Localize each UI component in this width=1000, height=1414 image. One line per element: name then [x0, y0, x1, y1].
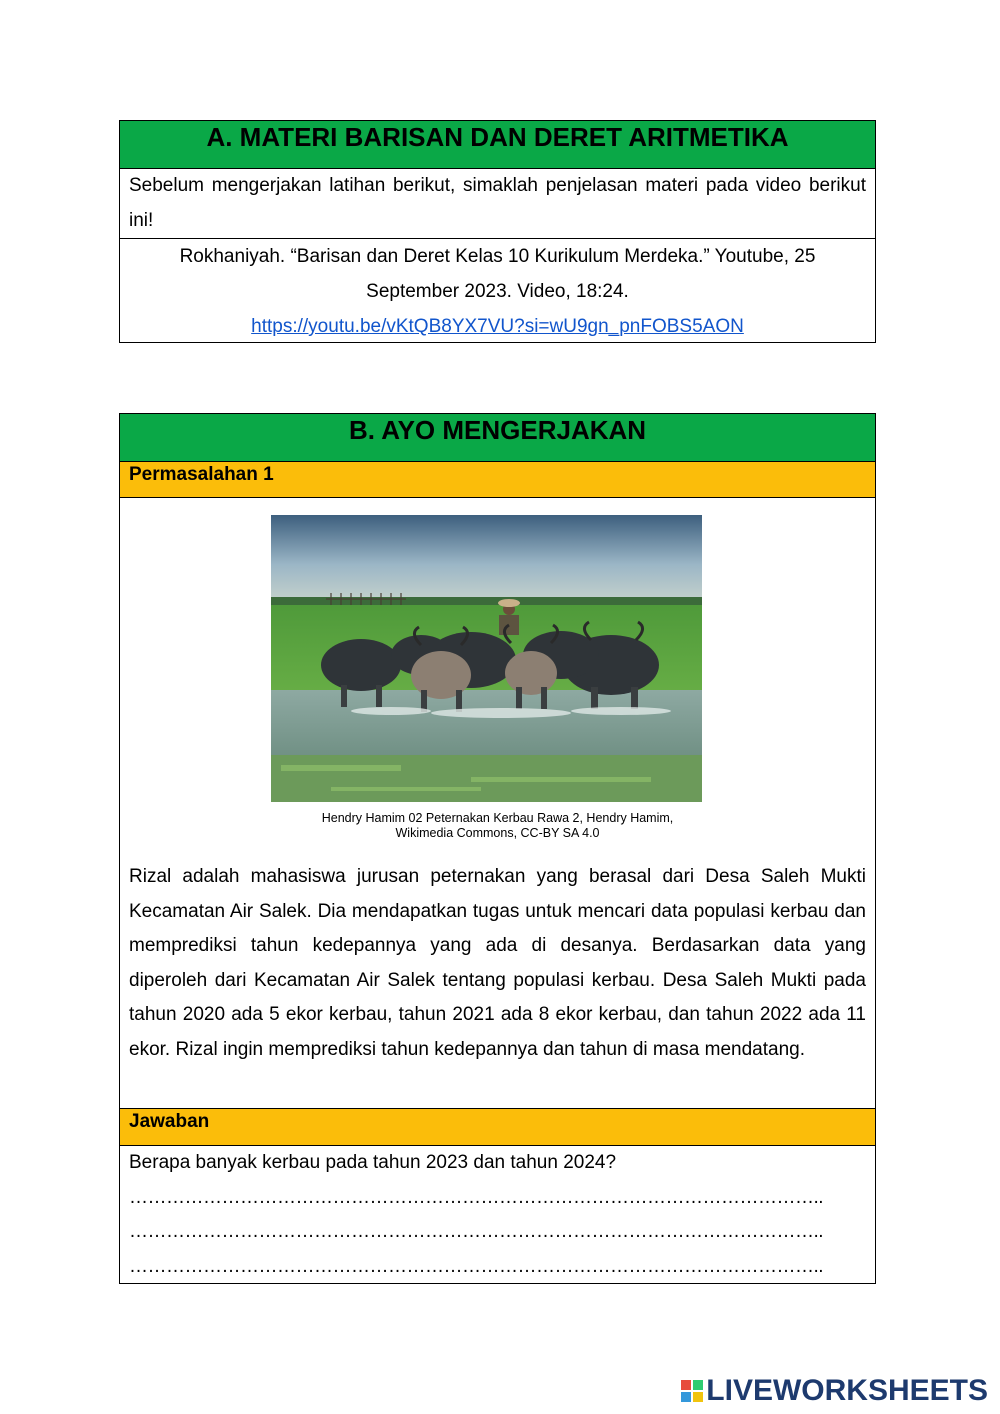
caption-line-2: Wikimedia Commons, CC-BY SA 4.0 — [395, 826, 600, 840]
logo-text: LIVEWORKSHEETS — [706, 1374, 988, 1407]
image-caption — [120, 811, 875, 841]
video-link[interactable]: https://youtu.be/vKtQB8YX7VU?si=wU9gn_pnFOBS5AON — [251, 316, 744, 337]
logo-blocks-icon — [681, 1380, 703, 1402]
reference-line-2: September 2023. Video, 18:24. — [366, 281, 629, 302]
section-a-table — [119, 120, 876, 343]
answer-line-3[interactable]: ………………………………………………………………………………………………….. — [129, 1255, 824, 1277]
section-a-reference — [120, 239, 875, 344]
section-b-table — [119, 413, 876, 1284]
question-text: Berapa banyak kerbau pada tahun 2023 dan tahun 2024? — [129, 1152, 617, 1173]
problem-label: Permasalahan 1 — [120, 462, 875, 497]
buffalo-photo — [271, 515, 702, 802]
liveworksheets-logo — [681, 1374, 988, 1408]
section-b-title: B. AYO MENGERJAKAN — [120, 414, 875, 461]
reference-line-1: Rokhaniyah. “Barisan dan Deret Kelas 10 Kurikulum Merdeka.” Youtube, 25 — [179, 246, 816, 267]
section-a-title: A. MATERI BARISAN DAN DERET ARITMETIKA — [120, 121, 875, 168]
caption-line-1: Hendry Hamim 02 Peternakan Kerbau Rawa 2, Hendry Hamim, — [321, 811, 674, 825]
problem-content — [120, 498, 875, 1108]
answer-label: Jawaban — [120, 1109, 875, 1145]
problem-text: Rizal adalah mahasiswa jurusan peternakan yang berasal dari Desa Saleh Mukti Kecamatan Air Salek. Dia mendapatkan tugas untuk mencari data populasi kerbau dan memprediksi tahun kedepannya yang ada di desanya. Berdasarkan data yang diperoleh dari Kecamatan Air Salek tentang populasi kerbau. Desa Saleh Mukti pada tahun 2020 ada 5 ekor kerbau, tahun 2021 ada 8 ekor kerbau, dan tahun 2022 ada 11 ekor. Rizal ingin memprediksi tahun kedepannya dan tahun di masa mendatang. — [129, 866, 866, 1060]
answer-line-2[interactable]: ………………………………………………………………………………………………….. — [129, 1221, 824, 1242]
answer-line-1[interactable]: ………………………………………………………………………………………………….. — [129, 1186, 824, 1208]
section-a-instruction: Sebelum mengerjakan latihan berikut, simaklah penjelasan materi pada video berikut ini! — [129, 175, 866, 231]
